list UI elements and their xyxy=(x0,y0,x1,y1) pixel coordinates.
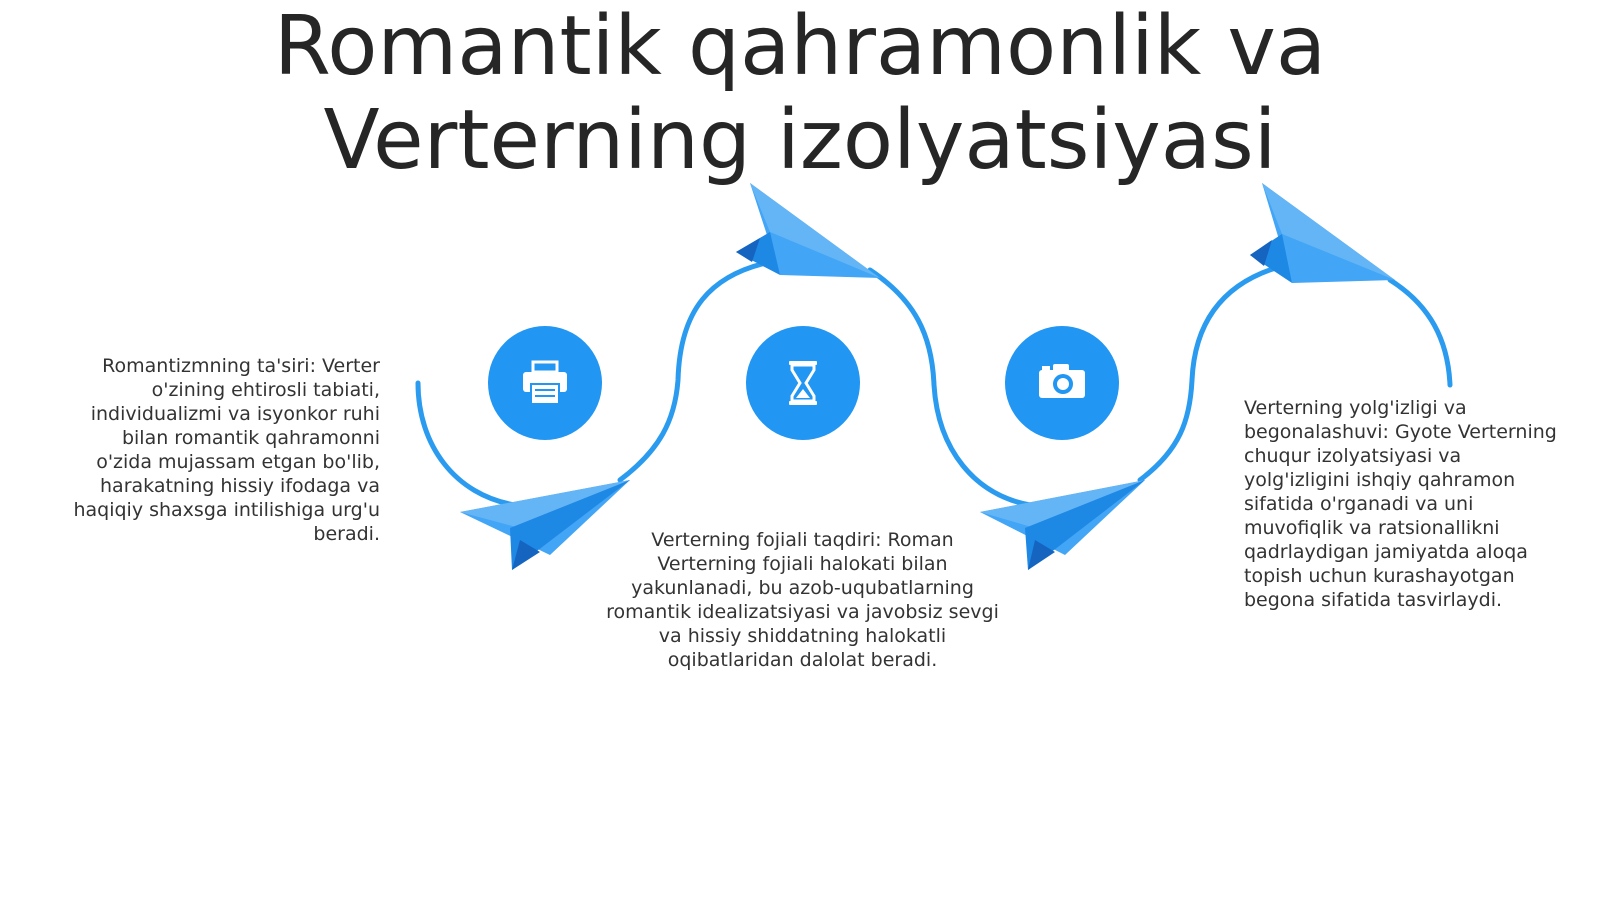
title-line-2: Verterning izolyatsiyasi xyxy=(323,93,1277,188)
title-line-1: Romantik qahramonlik va xyxy=(273,0,1327,94)
step-2-circle xyxy=(746,326,860,440)
paper-plane-4 xyxy=(1250,183,1395,283)
step-2-text: Verterning fojiali taqdiri: Roman Verterning fojiali halokati bilan yakunlanadi, bu azob-uqubatlarning romantik idealizatsiyasi va javobsiz sevgi va hissiy shiddatning halokatli oqibatlaridan dalolat beradi. xyxy=(606,529,999,671)
step-3-circle xyxy=(1005,326,1119,440)
step-1-text: Romantizmning ta'siri: Verter o'zining ehtirosli tabiati, individualizmi va isyonkor ruhi bilan romantik qahramonni o'zida mujassam etgan bo'lib, harakatning hissiy ifodaga va haqiqiy shaxsga intilishiga urg'u beradi. xyxy=(73,355,380,545)
step-3-text: Verterning yolg'izligi va begonalashuvi: Gyote Verterning chuqur izolyatsiyasi va yolg'izligini ishqiy qahramon sifatida o'rganadi va uni muvofiqlik va ratsionallikni qadrlaydigan jamiyatda aloqa topish uchun kurashayotgan begona sifatida tasvirlaydi. xyxy=(1244,397,1557,611)
step-1-circle xyxy=(488,326,602,440)
